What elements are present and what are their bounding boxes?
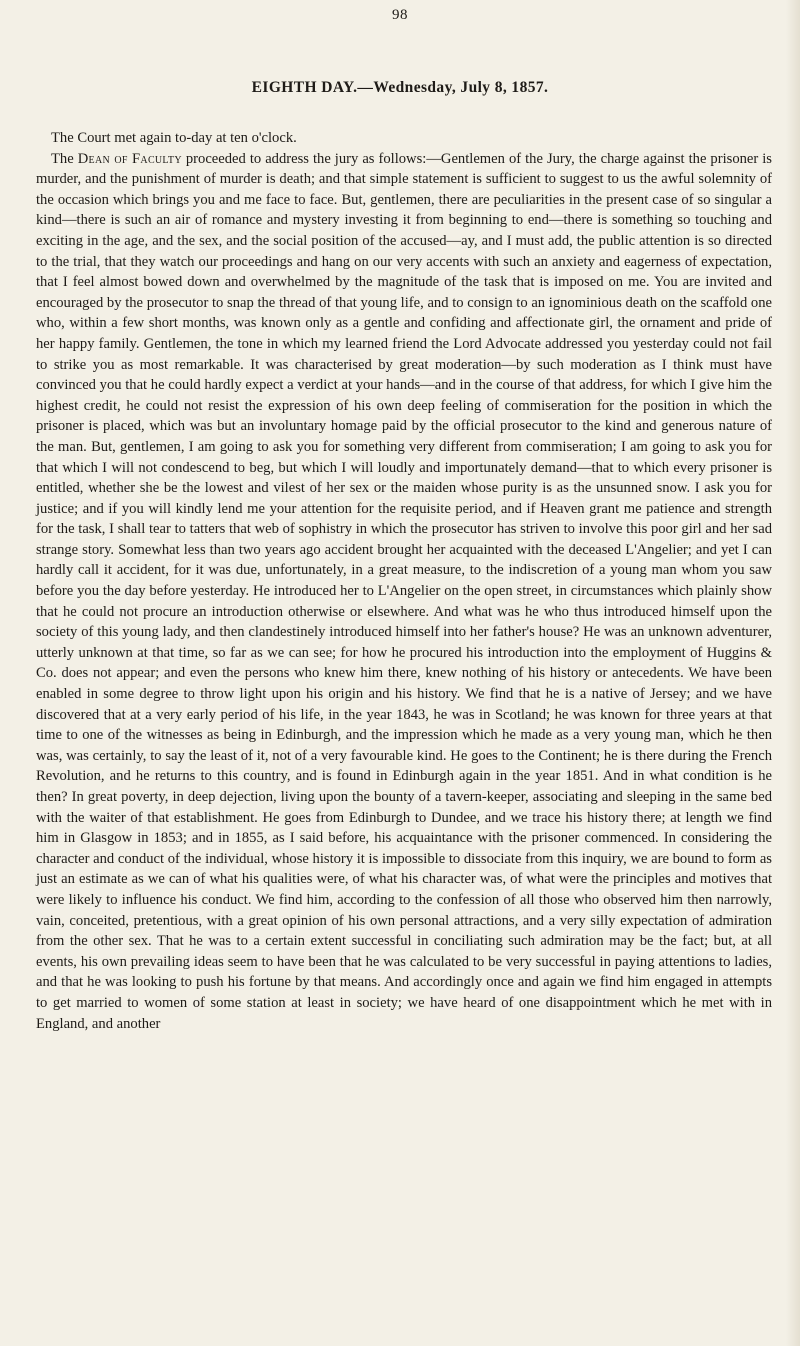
speech-paragraph [36, 149, 772, 1035]
page-number: 98 [392, 7, 408, 23]
speech-text: proceeded to address the jury as follows:—Gentlemen of the Jury, the charge against the prisoner is murder, and the punishment of murder is death; and that simple statement is sufficient to suggest to us the awful solemnity of the occasion which brings you and me face to face. But, gentlemen, there are peculiarities in the present case of so singular a kind—there is such an air of romance and mystery investing it from beginning to end—there is something so touching and exciting in the age, and the sex, and the social position of the accused—ay, and I must add, the public attention is so directed to the trial, that they watch our proceedings and hang on our very accents with such an anxiety and eagerness of expectation, that I feel almost bowed down and overwhelmed by the magnitude of the task that is imposed on me. You are invited and encouraged by the prosecutor to snap the thread of that young life, and to consign to an ignominious death on the scaffold one who, within a few short months, was known only as a gentle and confiding and affectionate girl, the ornament and pride of her happy family. Gentlemen, the tone in which my learned friend the Lord Advocate addressed you yesterday could not fail to strike you as most remarkable. It was characterised by great moderation—by such moderation as I think must have convinced you that he could hardly expect a verdict at your hands—and in the course of that address, for which I give him the highest credit, he could not resist the expression of his own deep feeling of commiseration for the position in which the prisoner is placed, which was but an involuntary homage paid by the official prosecutor to the kind and generous nature of the man. But, gentlemen, I am going to ask you for something very different from commiseration; I am going to ask you for that which I will not condescend to beg, but which I will loudly and importunately demand—that to which every prisoner is entitled, whether she be the lowest and vilest of her sex or the maiden whose purity is as the unsunned snow. I ask you for justice; and if you will kindly lend me your attention for the requisite period, and if Heaven grant me patience and strength for the task, I shall tear to tatters that web of sophistry in which the prosecutor has striven to involve this poor girl and her sad strange story. Somewhat less than two years ago accident brought her acquainted with the deceased L'Angelier; and yet I can hardly call it accident, for it was due, unfortunately, in a great measure, to the indiscretion of a young man whom you saw before you the day before yesterday. He introduced her to L'Angelier on the open street, in circumstances which plainly show that he could not procure an introduction otherwise or elsewhere. And what was he who thus introduced himself upon the society of this young lady, and then clandestinely introduced himself into her father's house? He was an unknown adventurer, utterly unknown at that time, so far as we can see; for how he procured his introduction into the employment of Huggins & Co. does not appear; and even the persons who knew him there, knew nothing of his history or antecedents. We have been enabled in some degree to throw light upon his origin and his history. We find that he is a native of Jersey; and we have discovered that at a very early period of his life, in the year 1843, he was in Scotland; he was known for three years at that time to one of the witnesses as being in Edinburgh, and the impression which he made as a very young man, which he then was, was certainly, to say the least of it, not of a very favourable kind. He goes to the Continent; he is there during the French Revolution, and he returns to this country, and is found in Edinburgh again in the year 1851. And in what condition is he then? In great poverty, in deep dejection, living upon the bounty of a tavern-keeper, associating and sleeping in the same bed with the waiter of that establishment. He goes from Edinburgh to Dundee, and we trace his history there; at length we find him in Glasgow in 1853; and in 1855, as I said before, his acquaintance with the prisoner commenced. In considering the character and conduct of the individual, whose history it is impossible to dissociate from this inquiry, we are bound to form as just an estimate as we can of what his qualities were, of what his character was, of what were the principles and motives that were likely to influence his conduct. We find him, according to the confession of all those who observed him then narrowly, vain, conceited, pretentious, with a great opinion of his own personal attractions, and a very silly expectation of admiration from the other sex. That he was to a certain extent successful in conciliating such admiration may be the fact; but, at all events, his own prevailing ideas seem to have been that he was calculated to be very successful in paying attentions to ladies, and that he was looking to push his fortune by that means. And accordingly once and again we find him engaged in attempts to get married to women of some station at least in society; we have heard of one disappointment which he met with in England, and another [36, 150, 772, 1032]
body-text [36, 128, 772, 1034]
opening-paragraph: The Court met again to-day at ten o'clock. [51, 130, 297, 146]
day-heading: EIGHTH DAY.—Wednesday, July 8, 1857. [251, 79, 549, 96]
speaker-name: Dean of Faculty [77, 150, 182, 167]
speech-lead: The [51, 150, 74, 167]
page-edge [786, 0, 800, 1346]
